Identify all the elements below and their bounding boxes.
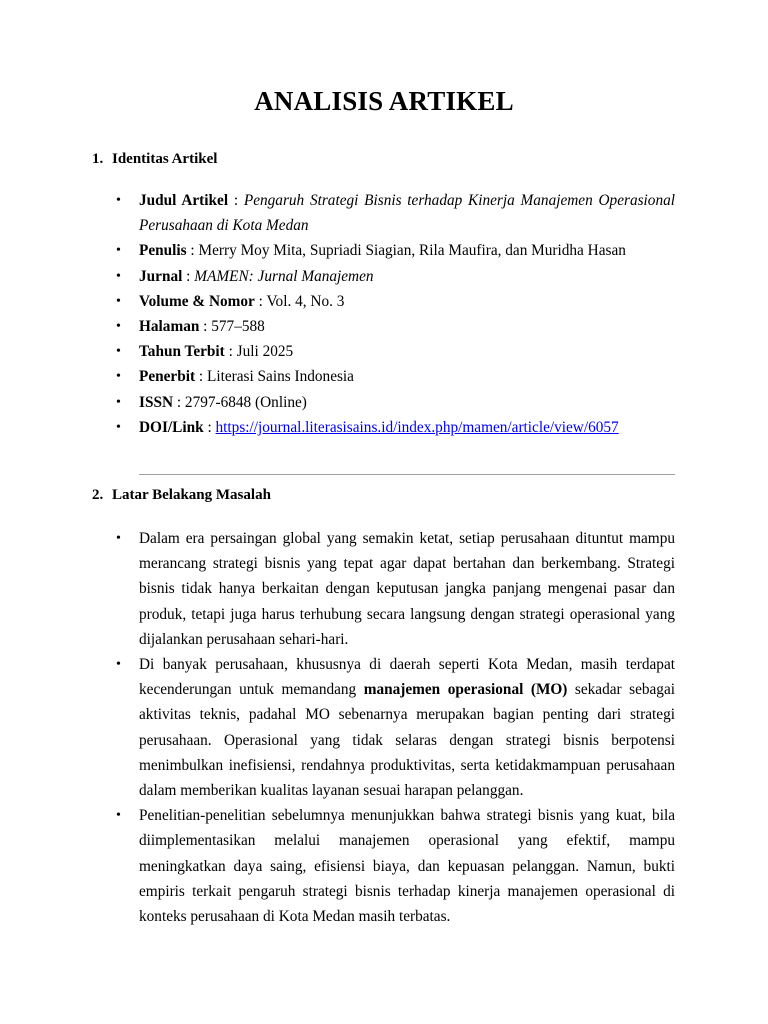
document-title: ANALISIS ARTIKEL (254, 86, 514, 116)
section-title: Identitas Artikel (112, 151, 218, 167)
section-number: 1. (92, 151, 104, 167)
section-heading-latar-belakang (92, 487, 271, 504)
item-label: Penerbit (139, 368, 196, 386)
item-separator: : (195, 368, 207, 386)
item-value: 2797-6848 (Online) (184, 393, 307, 411)
list-item-judul (139, 188, 675, 238)
item-separator: : (199, 318, 212, 336)
list-item-penerbit (139, 364, 675, 389)
paragraph-text: Di banyak perusahaan, khususnya di daerah seperti Kota Medan, masih terdapat kecenderungan untuk memandang (139, 656, 675, 699)
list-item-halaman (139, 314, 675, 339)
item-value: 577–588 (211, 318, 265, 336)
item-separator: : (203, 418, 216, 436)
item-separator: : (182, 267, 195, 285)
paragraph-emphasis: manajemen operasional (MO) (363, 681, 568, 699)
item-separator: : (186, 242, 199, 260)
list-item-volume (139, 289, 675, 314)
list-item-issn (139, 390, 675, 415)
paragraph-text: Penelitian-penelitian sebelumnya menunjukkan bahwa strategi bisnis yang kuat, bila diimplementasikan melalui manajemen operasional yang efektif, mampu meningkatkan daya saing, efisiensi biaya, dan kepuasan pelanggan. Namun, bukti empiris terkait pengaruh strategi bisnis terhadap kinerja manajemen operasional di konteks perusahaan di Kota Medan masih terbatas. (139, 807, 675, 926)
item-label: Tahun Terbit (139, 343, 225, 361)
list-item-penulis (139, 238, 675, 263)
item-value: Merry Moy Mita, Supriadi Siagian, Rila Maufira, dan Muridha Hasan (198, 242, 626, 260)
item-value: MAMEN: Jurnal Manajemen (194, 267, 374, 285)
item-value: Juli 2025 (236, 343, 294, 361)
section-divider (139, 474, 675, 475)
paragraph-text: sekadar sebagai aktivitas teknis, padahal MO sebenarnya merupakan bagian penting dari strategi perusahaan. Operasional yang tidak selaras dengan strategi bisnis berpotensi menimbulkan inefisiensi, rendahnya produktivitas, serta ketidakmampuan perusahaan dalam memberikan kualitas layanan sesuai harapan pelanggan. (139, 681, 675, 800)
article-identity-list (139, 188, 675, 440)
item-label: Jurnal (139, 267, 183, 285)
section-title: Latar Belakang Masalah (112, 487, 271, 503)
item-label: Judul Artikel (139, 192, 229, 209)
section-heading-identitas (92, 151, 217, 168)
item-value: Vol. 4, No. 3 (266, 292, 345, 310)
section-number: 2. (92, 487, 104, 503)
item-label: Volume & Nomor (139, 292, 255, 310)
item-separator: : (173, 393, 185, 411)
item-label: ISSN (139, 393, 174, 411)
paragraph-item (139, 526, 675, 652)
list-item-jurnal (139, 264, 675, 289)
item-separator: : (224, 343, 237, 361)
item-label: Halaman (139, 318, 200, 336)
item-separator: : (228, 192, 244, 209)
item-label: Penulis (139, 242, 187, 260)
list-item-doi (139, 415, 675, 440)
item-value: Pengaruh Strategi Bisnis terhadap Kinerja Manajemen Operasional Perusahaan di Kota Medan (139, 192, 675, 235)
item-label: DOI/Link (139, 418, 204, 436)
paragraph-item (139, 803, 675, 929)
paragraph-item (139, 652, 675, 803)
paragraph-text: Dalam era persaingan global yang semakin ketat, setiap perusahaan dituntut mampu merancang strategi bisnis yang tepat agar dapat bertahan dan berkembang. Strategi bisnis tidak hanya berkaitan dengan keputusan jangka panjang mengenai pasar dan produk, tetapi juga harus terhubung secara langsung dengan strategi operasional yang dijalankan perusahaan sehari-hari. (139, 530, 675, 648)
background-list (139, 526, 675, 929)
doi-link[interactable]: https://journal.literasisains.id/index.php/mamen/article/view/6057 (215, 418, 619, 436)
item-value: Literasi Sains Indonesia (206, 368, 354, 386)
item-separator: : (254, 292, 267, 310)
list-item-tahun (139, 339, 675, 364)
